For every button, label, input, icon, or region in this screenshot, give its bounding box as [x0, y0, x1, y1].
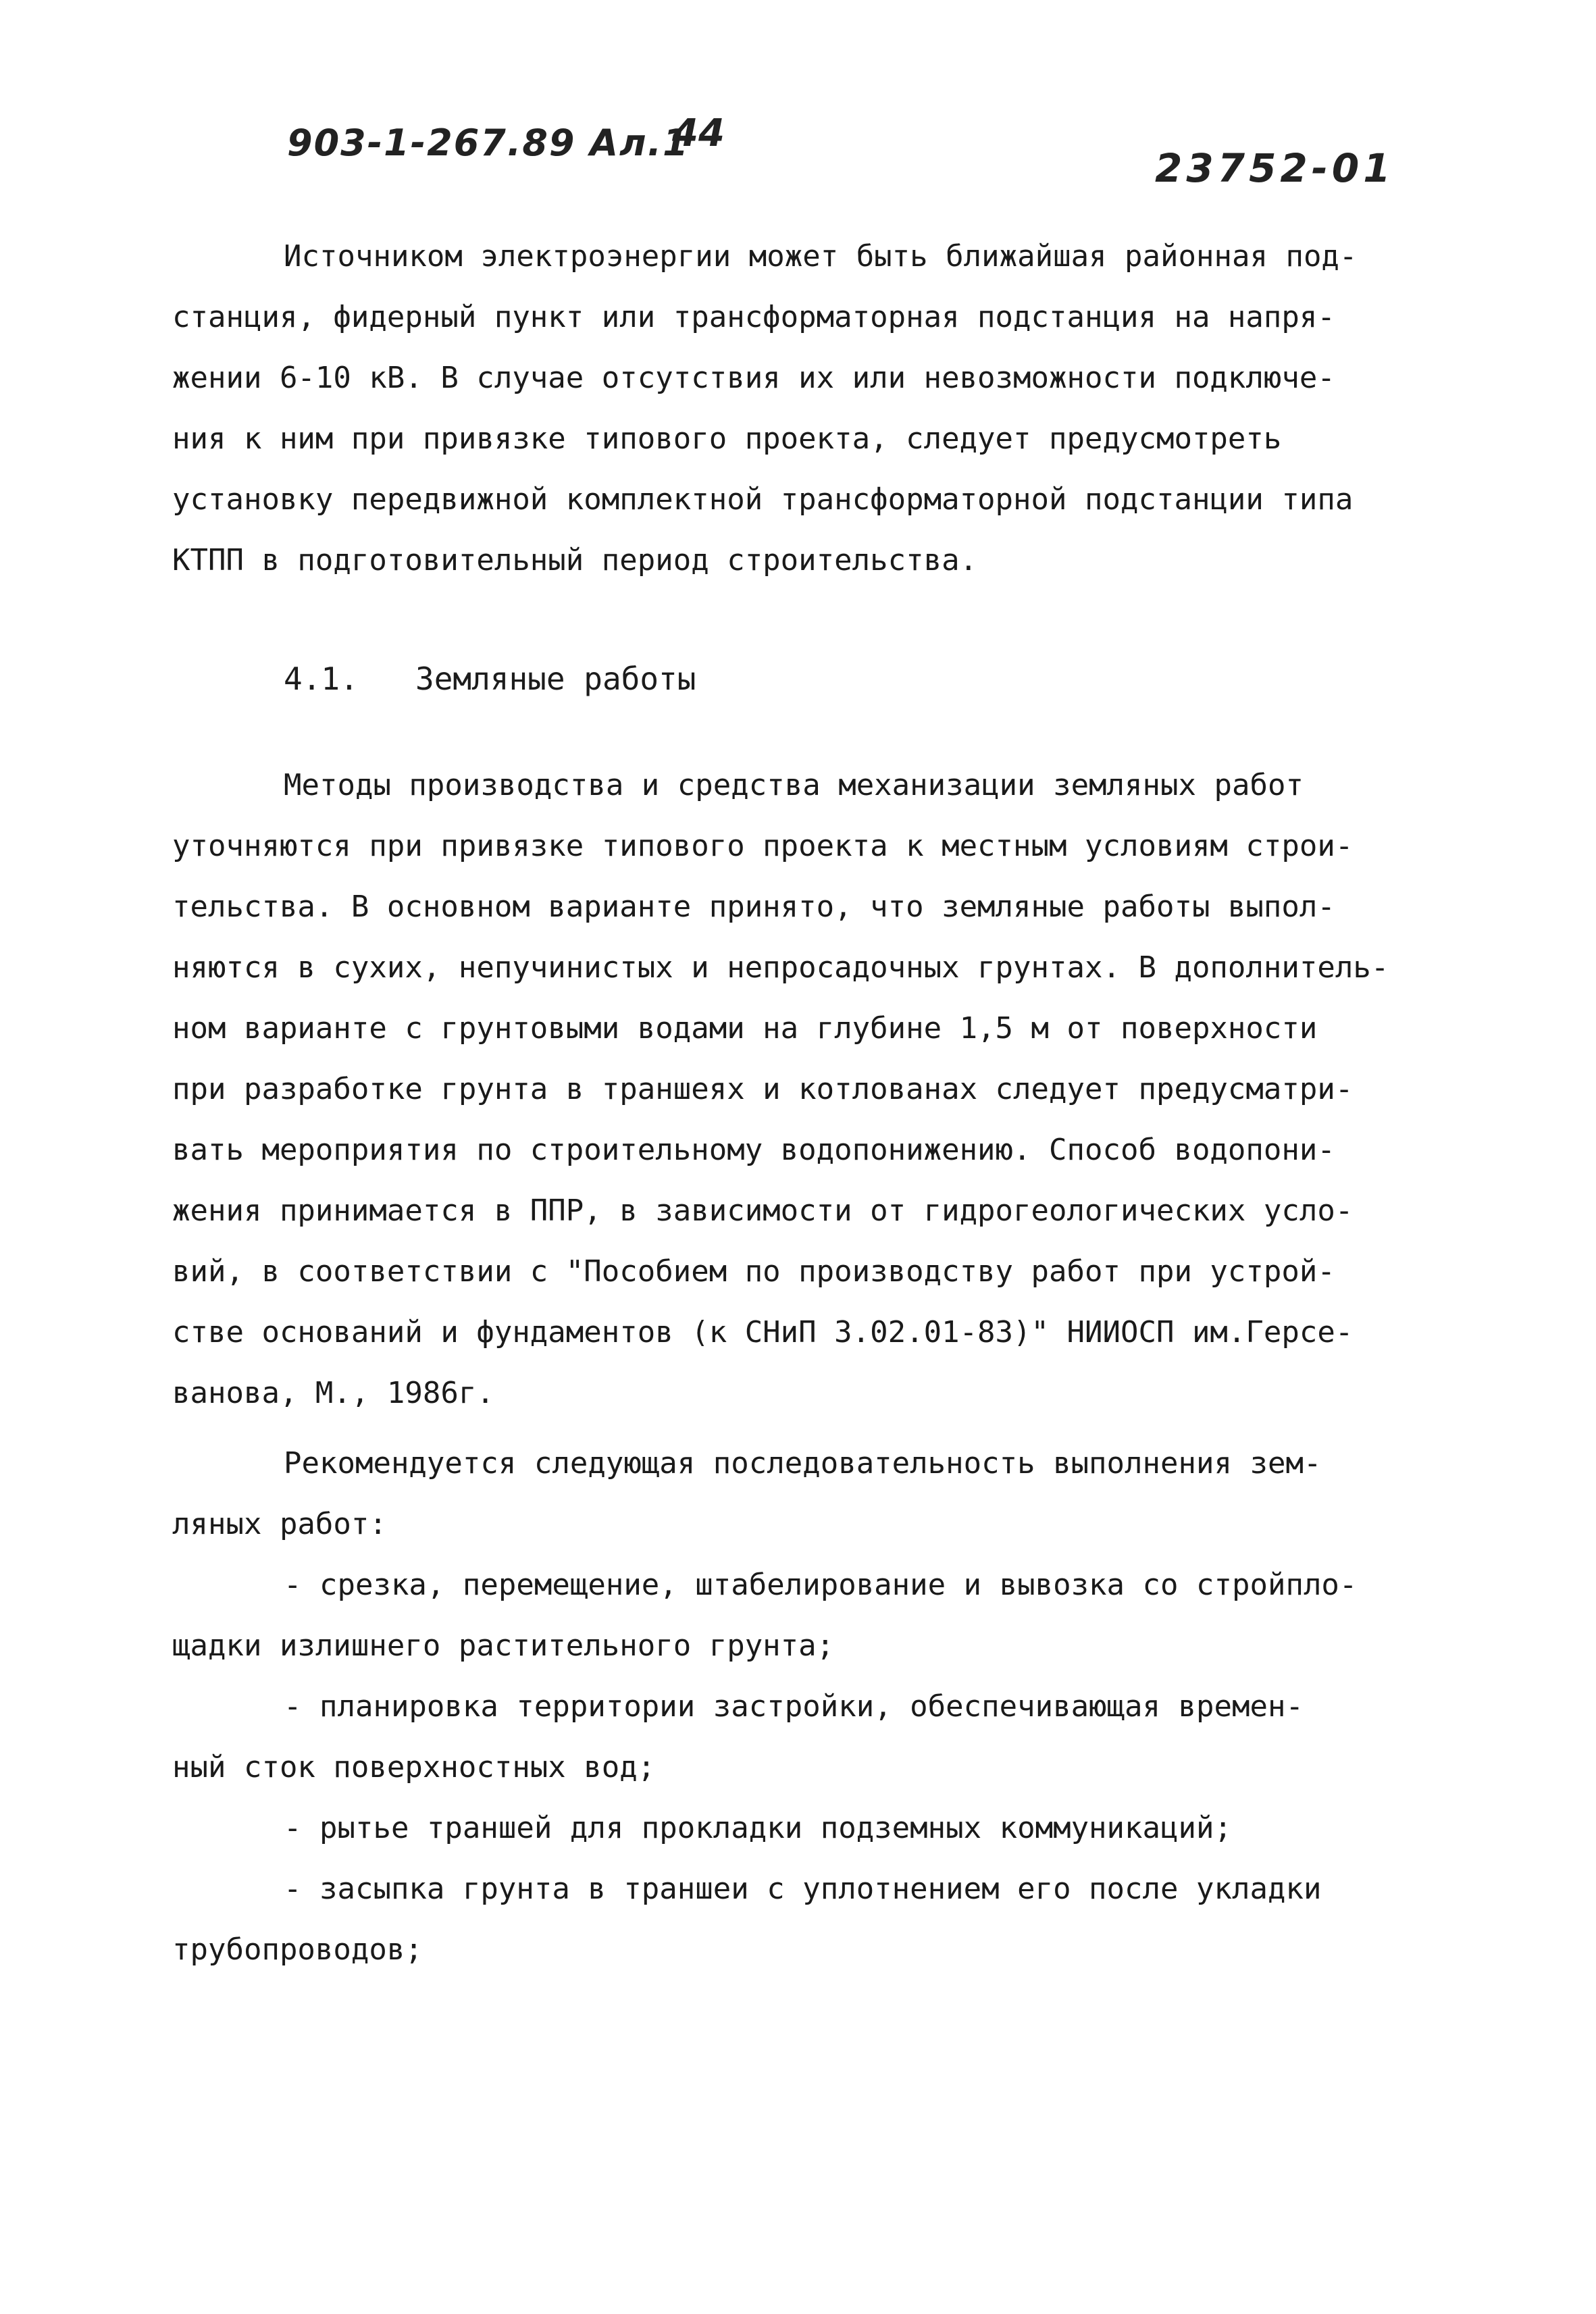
text-line: тельства. В основном варианте принято, что земляные работы выпол- — [172, 890, 1335, 924]
section-number: 4.1. — [284, 661, 359, 697]
paragraph-sequence — [172, 1433, 1442, 1980]
text-line: Источником электроэнергии может быть ближайшая районная под- — [284, 239, 1358, 274]
document-code: 903-1-267.89 Ал.1 — [287, 122, 690, 164]
text-line: КТПП в подготовительный период строительства. — [172, 543, 978, 577]
text-line: няются в сухих, непучинистых и непросадочных грунтах. В дополнитель- — [172, 950, 1389, 985]
archive-number: 23752-01 — [1155, 145, 1395, 191]
list-item-continuation: трубопроводов; — [172, 1932, 423, 1967]
list-item-continuation: щадки излишнего растительного грунта; — [172, 1628, 835, 1663]
list-item-continuation: ный сток поверхностных вод; — [172, 1750, 656, 1784]
text-line: уточняются при привязке типового проекта к местным условиям строи- — [172, 829, 1354, 863]
text-line: ном варианте с грунтовыми водами на глубине 1,5 м от поверхности — [172, 1011, 1318, 1046]
list-item: - планировка территории застройки, обеспечивающая времен- — [284, 1689, 1304, 1724]
paragraph-power-source — [172, 226, 1442, 591]
text-line: Рекомендуется следующая последовательность выполнения зем- — [284, 1446, 1322, 1481]
text-line: жения принимается в ППР, в зависимости от гидрогеологических усло- — [172, 1193, 1354, 1228]
text-line: жении 6-10 кВ. В случае отсутствия их или невозможности подключе- — [172, 361, 1335, 395]
list-item: - срезка, перемещение, штабелирование и вывозка со стройпло- — [284, 1568, 1358, 1602]
text-line: вий, в соответствии с "Пособием по производству работ при устрой- — [172, 1254, 1335, 1289]
text-line: установку передвижной комплектной трансформаторной подстанции типа — [172, 482, 1354, 517]
text-line: стве оснований и фундаментов (к СНиП 3.02.01-83)" НИИОСП им.Герсе- — [172, 1315, 1354, 1349]
list-item: - рытье траншей для прокладки подземных коммуникаций; — [284, 1811, 1232, 1845]
text-line: станция, фидерный пункт или трансформаторная подстанция на напря- — [172, 300, 1335, 334]
text-line: ляных работ: — [172, 1507, 387, 1541]
text-line: ванова, М., 1986г. — [172, 1376, 494, 1410]
text-line: Методы производства и средства механизации земляных работ — [284, 768, 1304, 802]
text-line: при разработке грунта в траншеях и котлованах следует предусматри- — [172, 1072, 1354, 1106]
text-line: вать мероприятия по строительному водопонижению. Способ водопони- — [172, 1133, 1335, 1167]
page-number: 44 — [672, 111, 725, 155]
list-item: - засыпка грунта в траншеи с уплотнением его после укладки — [284, 1872, 1322, 1906]
text-line: ния к ним при привязке типового проекта, следует предусмотреть — [172, 421, 1282, 456]
section-heading — [284, 648, 696, 709]
paragraph-earthworks — [172, 755, 1442, 1424]
section-title: Земляные работы — [415, 661, 696, 697]
